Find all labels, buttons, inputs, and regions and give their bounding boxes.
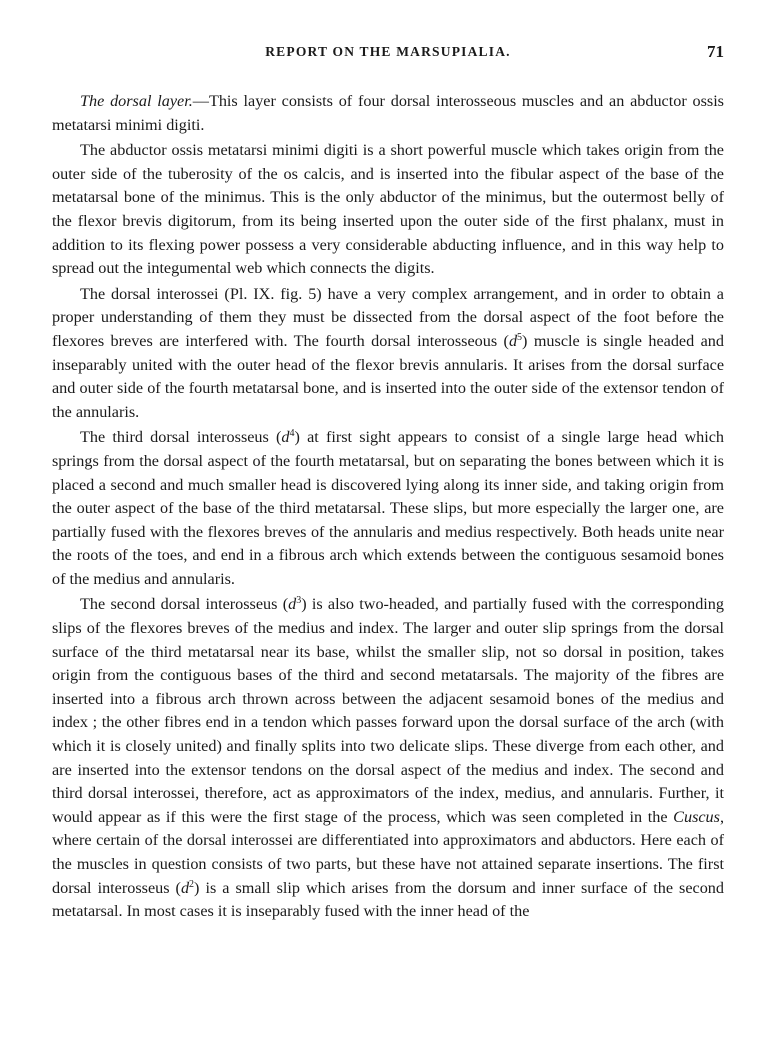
paragraph-abductor [52,139,724,281]
paragraph-second-dorsal-interosseus [52,593,724,923]
paragraph-text: ) is a small slip which arises from the dorsum and inner surface of the second metatarsal. In most cases it is inseparably fused with the inner head of the [52,878,724,921]
superscript: 3 [296,595,302,607]
running-title: REPORT ON THE MARSUPIALIA. [265,44,511,59]
paragraph-text: ) is also two-headed, and partially fused with the corresponding slips of the flexores breves of the medius and index. The larger and outer slip springs from the dorsal surface of the third metatarsal near its base, whilst the smaller slip, not so dorsal in position, takes origin from the contiguous bases of the third and second metatarsals. The majority of the fibres are inserted into a fibrous arch thrown across between the adjacent sesamoid bones of the medius and index ; the other fibres end in a tendon which passes forward upon the dorsal surface of the arch (with which it is closely united) and finally splits into two delicate slips. These diverge from each other, and are inserted into the extensor tendons on the dorsal aspect of the medius and index. The second and third dorsal interossei, therefore, act as approximators of the index, medius, and annularis. Further, it would appear as if this were the first stage of the process, which was seen completed in the [52,595,724,826]
superscript: 4 [289,428,295,440]
paragraph-text: ) at first sight appears to consist of a single large head which springs from the dorsal aspect of the fourth metatarsal, but on separating the bones between which it is placed a second and much smaller head is discovered lying along its inner side, and taking origin from the outer aspect of the base of the third metatarsal. These slips, but more especially the larger one, are partially fused with the flexores breves of the annularis and medius respectively. Both heads unite near the roots of the toes, and end in a fibrous arch which extends between the contiguous sesamoid bones of the medius and annularis. [52,428,725,588]
running-head [52,44,724,68]
page-number: 71 [707,42,724,61]
paragraph-text: The abductor ossis metatarsi minimi digiti is a short powerful muscle which takes origin from the outer side of the tuberosity of the os calcis, and is inserted into the fibular aspect of the base of the metatarsal bone of the minimus. This is the only abductor of the minimus, but the outermost belly of the flexor brevis digitorum, from its being inserted upon the outer side of the first phalanx, must in addition to its flexing power possess a very considerable abducting influence, and in this way help to spread out the integumental web which connects the digits. [52,141,724,278]
superscript: 2 [189,878,195,890]
symbol-d: d [281,428,290,447]
paragraph-third-dorsal-interosseus [52,426,724,591]
paragraph-dorsal-layer [52,90,724,137]
paragraph-dorsal-interossei [52,283,724,425]
symbol-d: d [180,878,190,897]
paragraph-text: —This layer consists of four dorsal interosseous muscles and an abductor ossis metatarsi minimi digiti. [52,92,724,134]
body-text [52,90,724,926]
superscript: 5 [517,331,523,343]
symbol-d: d [508,331,518,350]
paragraph-text: The third dorsal interosseus ( [80,428,282,447]
paragraph-text: The dorsal interossei (Pl. IX. fig. 5) have a very complex arrangement, and in order to obtain a proper understanding of them they must be dissected from the dorsal aspect of the foot before the flexores breves are interfered with. The fourth dorsal interosseous ( [52,284,724,350]
section-heading-italic: The dorsal layer. [80,92,193,110]
symbol-d: d [288,595,297,614]
paragraph-text: ) muscle is single headed and inseparably united with the outer head of the flexor brevis annularis. It arises from the dorsal surface and outer side of the fourth metatarsal bone, and is inserted into the outer side of the extensor tendon of the annularis. [52,331,724,421]
paragraph-text: , where certain of the dorsal interossei are differentiated into approximators and abductors. Here each of the muscles in question consists of two parts, but these have not attained separate insertions. The first dorsal interosseus ( [52,807,724,897]
italic-genus-cuscus: Cuscus [673,807,720,826]
paragraph-text: The second dorsal interosseus ( [80,595,289,614]
